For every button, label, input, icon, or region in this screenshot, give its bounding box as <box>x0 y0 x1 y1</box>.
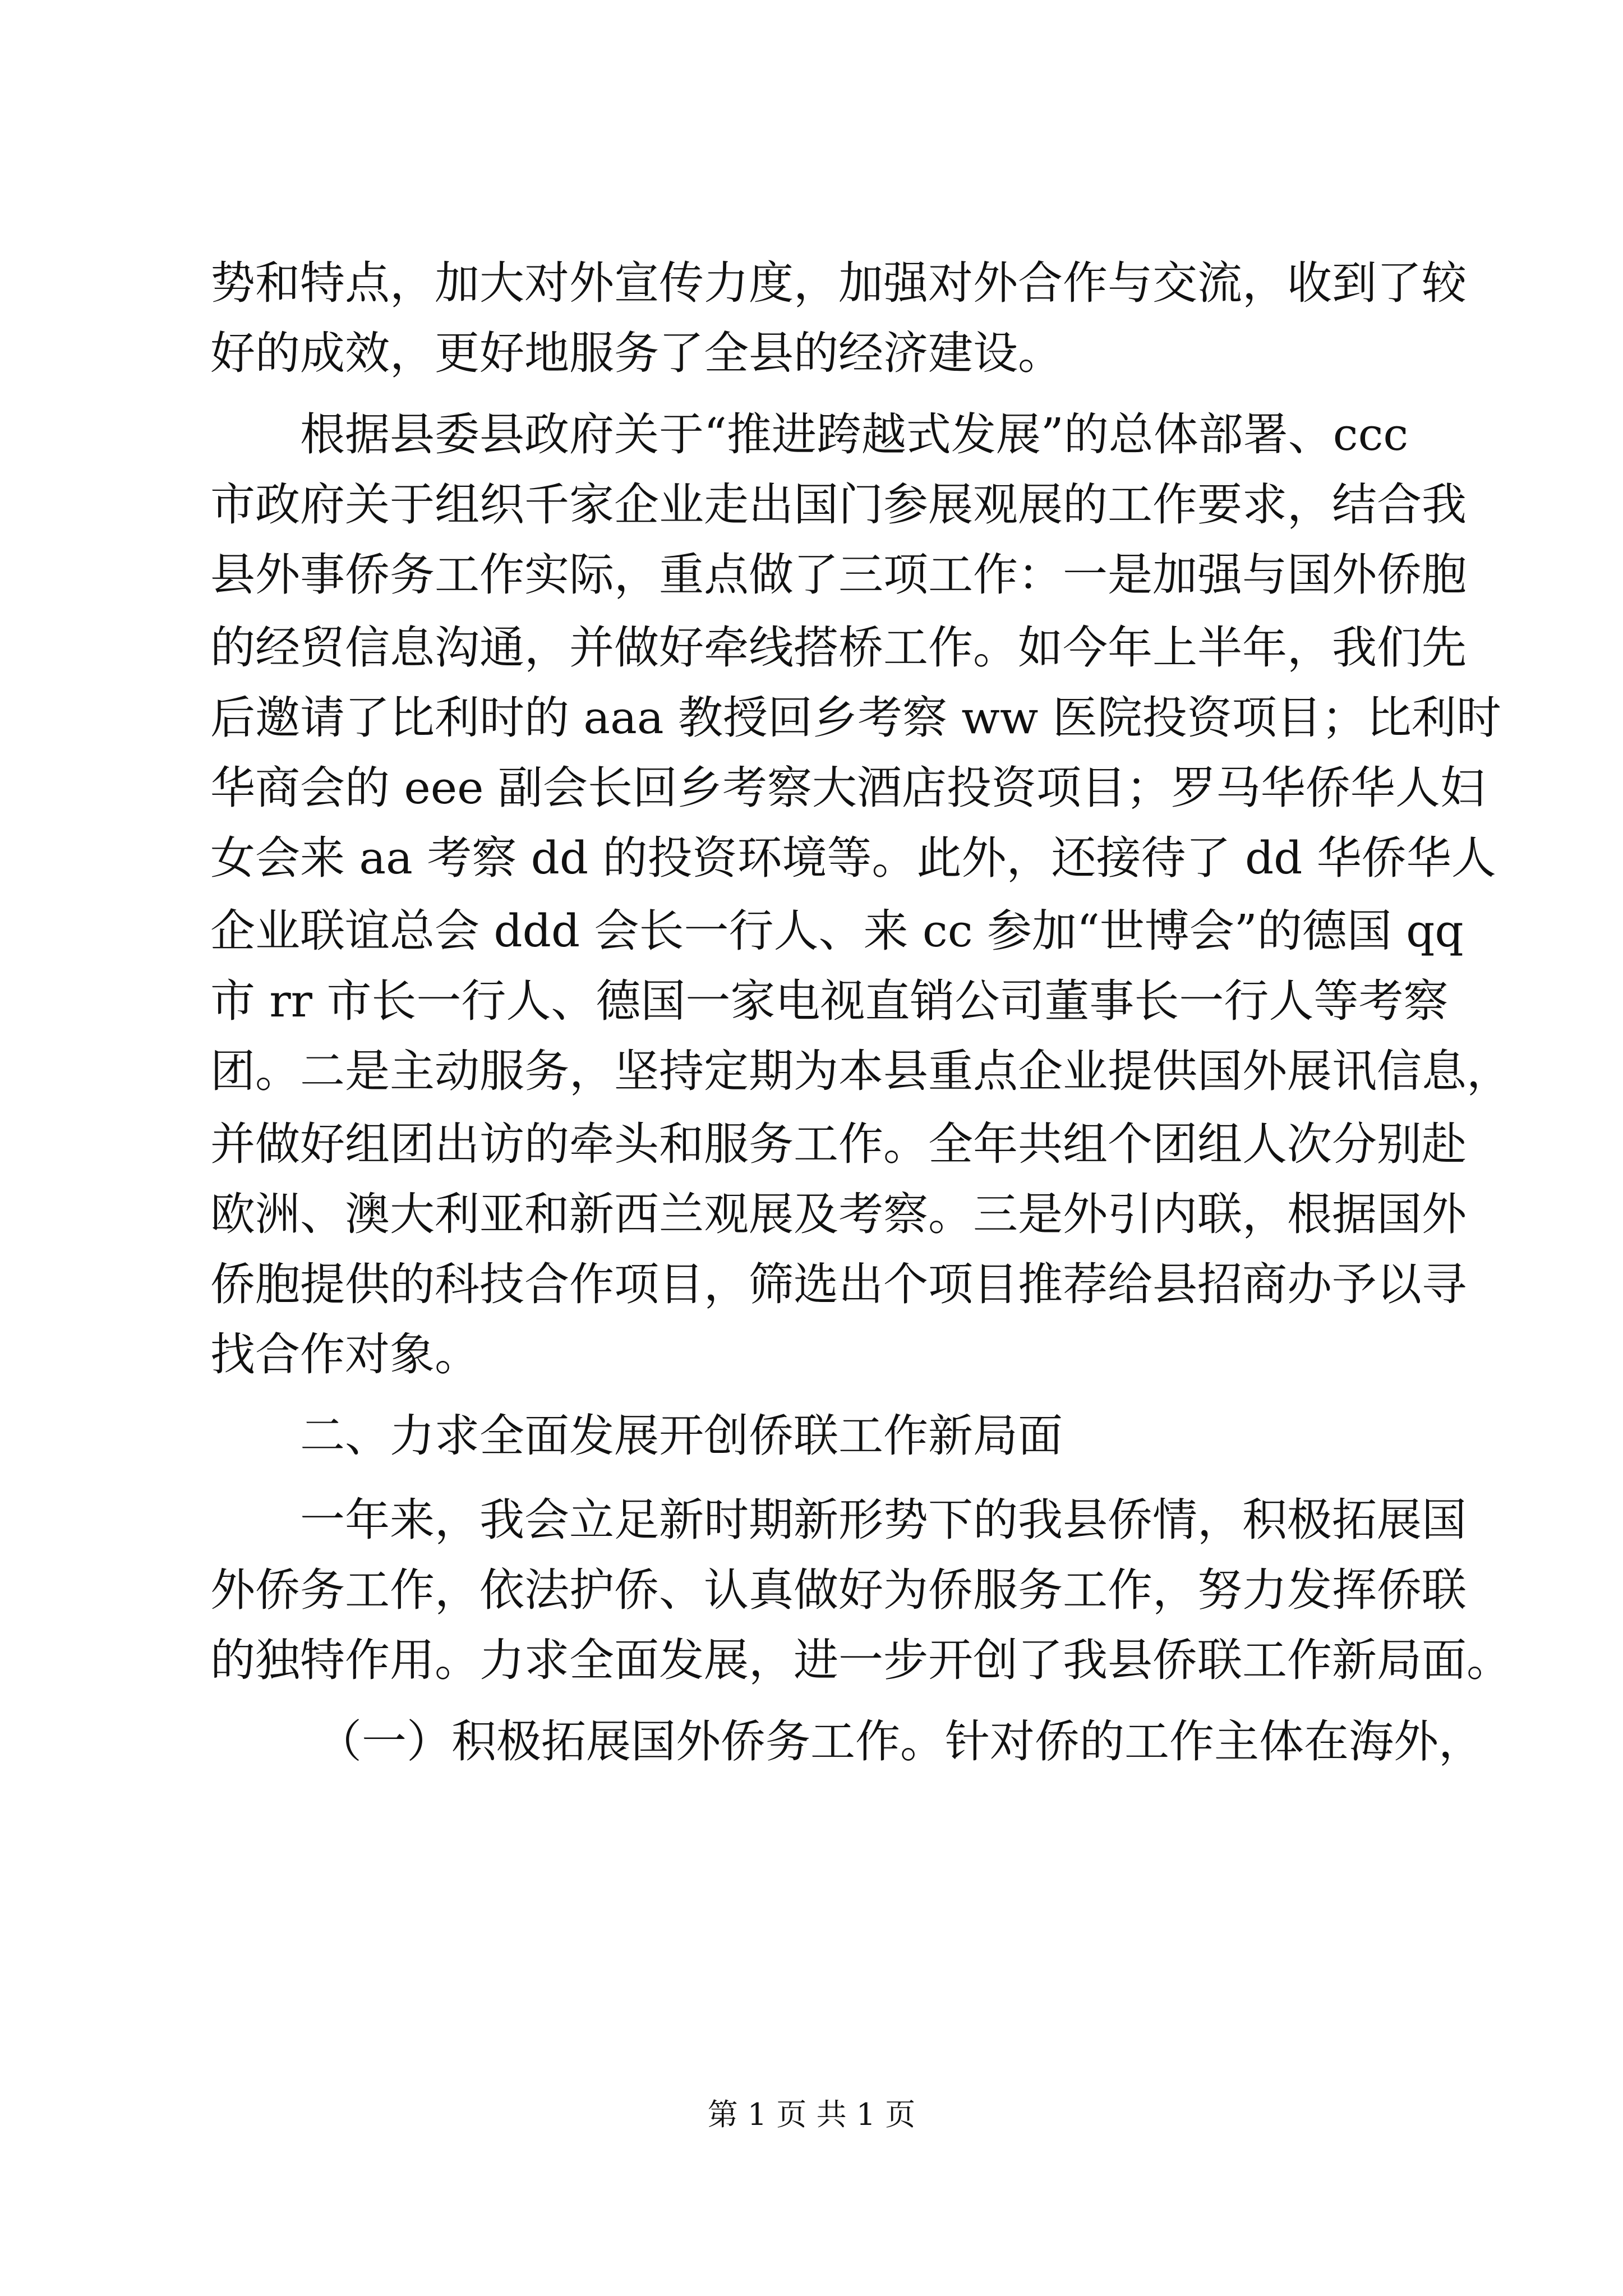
body-line: 后邀请了比利时的 aaa 教授回乡考察 ww 医院投资项目；比利时 <box>210 692 1501 744</box>
body-line: 企业联谊总会 ddd 会长一行人、来 cc 参加“世博会”的德国 qq <box>210 905 1464 957</box>
body-line: 县外事侨务工作实际，重点做了三项工作：一是加强与国外侨胞 <box>210 549 1467 601</box>
body-line: 好的成效，更好地服务了全县的经济建设。 <box>210 327 1063 379</box>
section-heading: 二、力求全面发展开创侨联工作新局面 <box>300 1410 1063 1462</box>
body-line: 并做好组团出访的牵头和服务工作。全年共组个团组人次分别赴 <box>210 1118 1467 1170</box>
body-line: 侨胞提供的科技合作项目，筛选出个项目推荐给县招商办予以寻 <box>210 1258 1467 1310</box>
body-line: 势和特点，加大对外宣传力度，加强对外合作与交流，收到了较 <box>210 257 1467 309</box>
body-line: 的经贸信息沟通，并做好牵线搭桥工作。如今年上半年，我们先 <box>210 622 1467 674</box>
body-line: 根据县委县政府关于“推进跨越式发展”的总体部署、ccc <box>300 408 1409 461</box>
body-line: 女会来 aa 考察 dd 的投资环境等。此外，还接待了 dd 华侨华人 <box>210 832 1496 884</box>
body-line: 团。二是主动服务，坚持定期为本县重点企业提供国外展讯信息， <box>210 1045 1511 1097</box>
body-line: 华商会的 eee 副会长回乡考察大酒店投资项目；罗马华侨华人妇 <box>210 762 1485 814</box>
page-footer: 第 1 页 共 1 页 <box>707 2097 916 2132</box>
body-line: 市政府关于组织千家企业走出国门参展观展的工作要求，结合我 <box>210 478 1467 531</box>
body-line: 欧洲、澳大利亚和新西兰观展及考察。三是外引内联，根据国外 <box>210 1188 1467 1240</box>
subsection-heading: （一）积极拓展国外侨务工作。针对侨的工作主体在海外， <box>317 1715 1483 1768</box>
body-line: 市 rr 市长一行人、德国一家电视直销公司董事长一行人等考察 <box>210 975 1449 1027</box>
body-line: 找合作对象。 <box>210 1328 479 1381</box>
body-line: 一年来，我会立足新时期新形势下的我县侨情，积极拓展国 <box>300 1494 1467 1546</box>
body-line: 外侨务工作，依法护侨、认真做好为侨服务工作，努力发挥侨联 <box>210 1564 1467 1616</box>
body-line: 的独特作用。力求全面发展，进一步开创了我县侨联工作新局面。 <box>210 1634 1511 1686</box>
